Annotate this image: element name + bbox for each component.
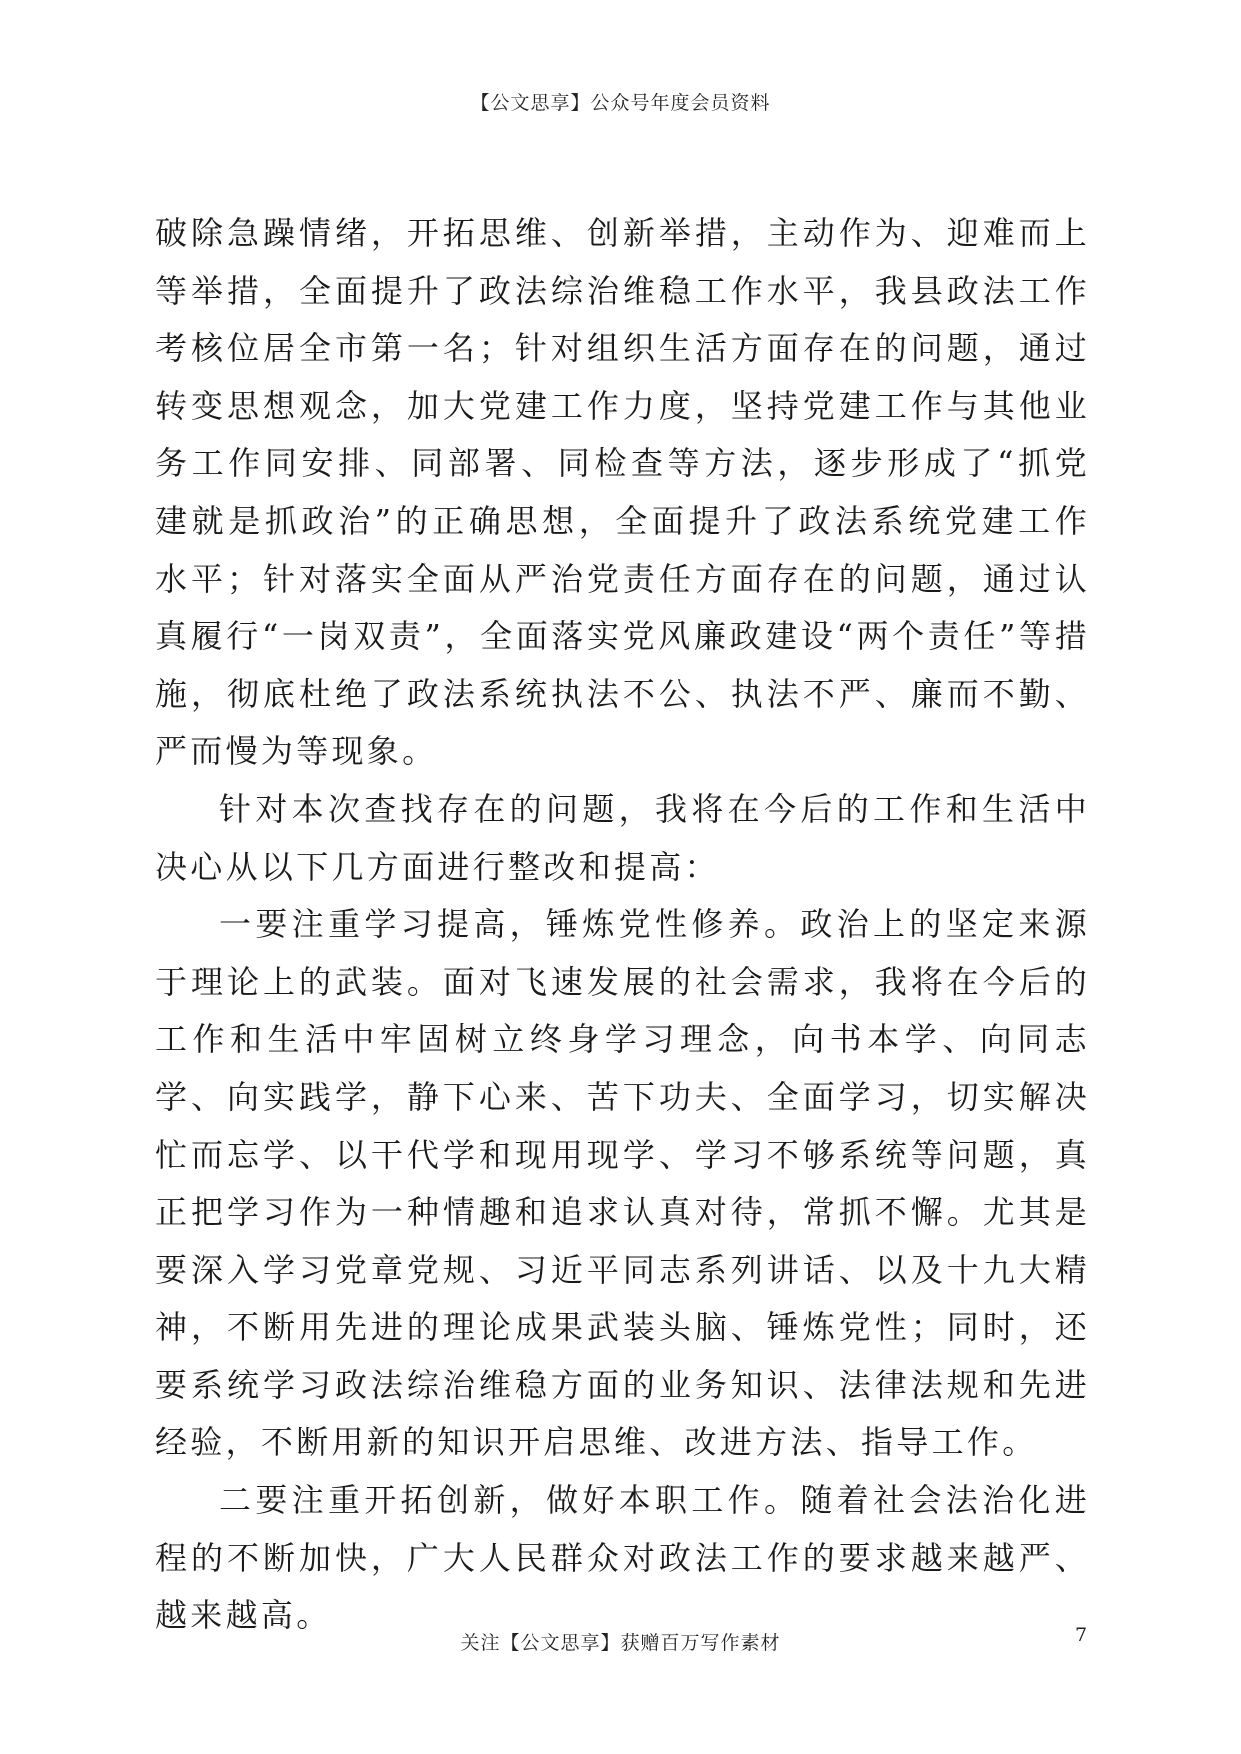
paragraph-continuation: 破除急躁情绪，开拓思维、创新举措，主动作为、迎难而上等举措，全面提升了政法综治维稳工作水平，我县政法工作考核位居全市第一名；针对组织生活方面存在的问题，通过转变思想观念，加大党建工作力度，坚持党建工作与其他业务工作同安排、同部署、同检查等方法，逐步形成了“抓党建就是抓政治”的正确思想，全面提升了政法系统党建工作水平；针对落实全面从严治党责任方面存在的问题，通过认真履行“一岗双责”，全面落实党风廉政建设“两个责任”等措施，彻底杜绝了政法系统执法不公、执法不严、廉而不勤、严而慢为等现象。 <box>155 214 1090 771</box>
page-number: 7 <box>1075 1624 1088 1646</box>
paragraph-point-two: 二要注重开拓创新，做好本职工作。随着社会法治化进程的不断加快，广大人民群众对政法工作的要求越来越严、越来越高。 <box>155 1481 1090 1635</box>
paragraph-intro: 针对本次查找存在的问题，我将在今后的工作和生活中决心从以下几方面进行整改和提高： <box>155 789 1090 886</box>
page-header: 【公文思享】公众号年度会员资料 <box>470 92 771 114</box>
paragraph-point-one: 一要注重学习提高，锤炼党性修养。政治上的坚定来源于理论上的武装。面对飞速发展的社会需求，我将在今后的工作和生活中牢固树立终身学习理念，向书本学、向同志学、向实践学，静下心来、苦下功夫、全面学习，切实解决忙而忘学、以干代学和现用现学、学习不够系统等问题，真正把学习作为一种情趣和追求认真对待，常抓不懈。尤其是要深入学习党章党规、习近平同志系列讲话、以及十九大精神，不断用先进的理论成果武装头脑、锤炼党性；同时，还要系统学习政法综治维稳方面的业务知识、法律法规和先进经验，不断用新的知识开启思维、改进方法、指导工作。 <box>155 905 1090 1462</box>
page-footer: 关注【公文思享】获赠百万写作素材 <box>460 1632 781 1654</box>
document-body <box>155 205 1090 1645</box>
